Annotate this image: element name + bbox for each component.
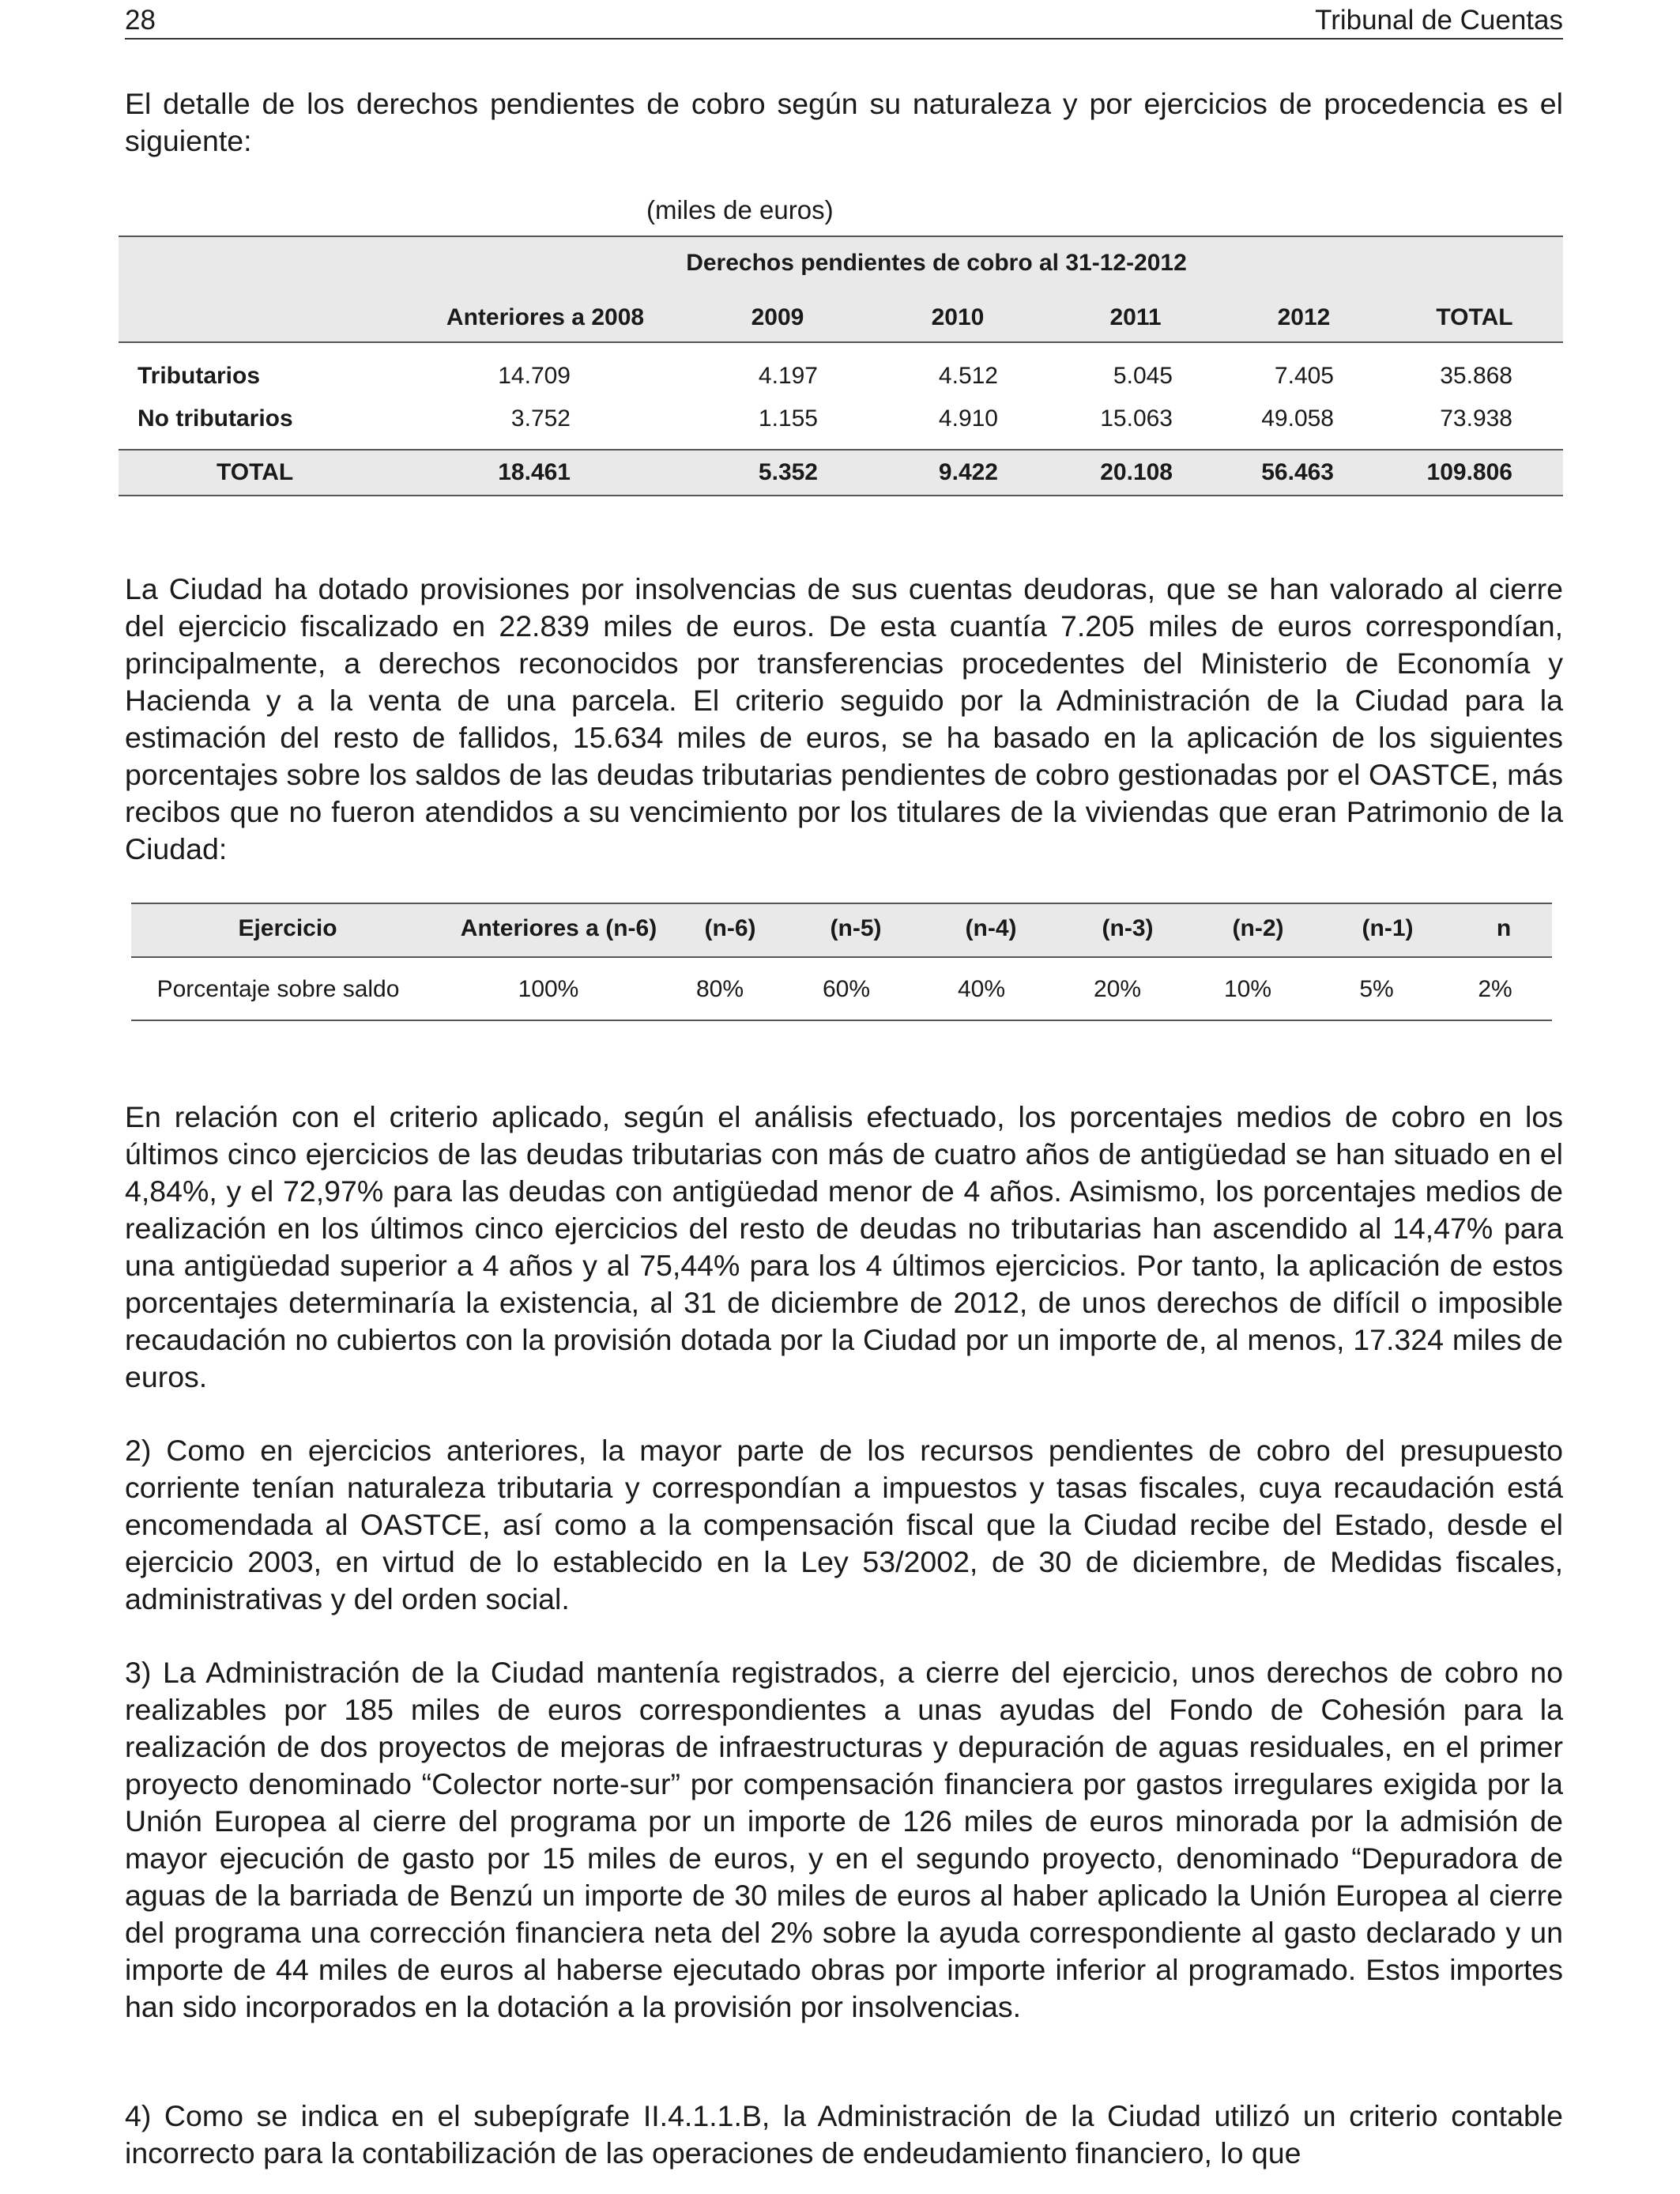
table1-total-label: TOTAL [217,459,294,485]
table1-col-header: 2009 [751,304,804,330]
table1-row-label: No tributarios [137,405,293,432]
table1-col-header: Anteriores a 2008 [446,304,645,330]
table1-cell: 7.405 [1274,363,1334,389]
table2-bottom-rule [131,1020,1552,1021]
item-2-paragraph: 2) Como en ejercicios anteriores, la mayor parte de los recursos pendientes de cobro del presupuesto corriente tenían naturaleza tributaria y correspondían a impuestos y tasas fiscales, cuya recaudación está encomendada al OASTCE, así como a la compensación fiscal que la Ciudad recibe del Estado, desde el ejercicio 2003, en virtud de lo establecido en la Ley 53/2002, de 30 de diciembre, de Medidas fiscales, administrativas y del orden social. [125,1434,1563,1615]
table1-total-cell: 5.352 [758,459,818,485]
percentage-table [131,903,1552,1023]
table1-cell: 35.868 [1440,363,1512,389]
table2-cell: 100% [518,976,579,1002]
table2-col-header: (n-5) [830,915,882,941]
receivables-table [119,236,1563,496]
page-header [125,3,1563,40]
table1-group-header: Derechos pendientes de cobro al 31-12-2012 [686,250,1187,276]
table2-col-header: (n-6) [704,915,756,941]
table1-unit: (miles de euros) [646,195,834,224]
table1-total-cell: 18.461 [498,459,571,485]
table2-cell: 40% [957,976,1006,1002]
table1-cell: 14.709 [498,363,571,389]
table2-cell: 2% [1478,976,1512,1002]
table1-cell: 73.938 [1440,405,1512,432]
table1-cell: 3.752 [510,405,571,432]
table2-col-header: (n-1) [1362,915,1414,941]
table2-cell: 20% [1093,976,1142,1002]
table1-col-header: 2010 [931,304,985,330]
item-4-paragraph: 4) Como se indica en el subepígrafe II.4.1.1.B, la Administración de la Ciudad utilizó un criterio contable incorrecto para la contabilización de las operaciones de endeudamiento financiero, lo que [125,2099,1563,2169]
table2-cell: 80% [695,976,744,1002]
table1-cell: 1.155 [758,405,818,432]
table1-col-header: 2012 [1277,304,1331,330]
table2-col-header: (n-2) [1232,915,1284,941]
table1-col-header: TOTAL [1436,304,1513,330]
intro-paragraph: El detalle de los derechos pendientes de cobro según su naturaleza y por ejercicios de procedencia es el siguiente: [125,87,1563,157]
table2-cell: 10% [1223,976,1272,1002]
provisions-paragraph: La Ciudad ha dotado provisiones por insolvencias de sus cuentas deudoras, que se han valorado al cierre del ejercicio fiscalizado en 22.839 miles de euros. De esta cuantía 7.205 miles de euros correspondían, principalmente, a derechos reconocidos por transferencias procedentes del Ministerio de Economía y Hacienda y a la venta de una parcela. El criterio seguido por la Administración de la Ciudad para la estimación del resto de fallidos, 15.634 miles de euros, se ha basado en la aplicación de los siguientes porcentajes sobre los saldos de las deudas tributarias pendientes de cobro gestionadas por el OASTCE, más recibos que no fueron atendidos a su vencimiento por los titulares de la viviendas que eran Patrimonio de la Ciudad: [125,572,1563,865]
table2-col-header: (n-3) [1102,915,1154,941]
table1-col-header: 2011 [1109,304,1162,330]
table2-col-header: Anteriores a (n-6) [460,915,657,941]
table2-col-header: Ejercicio [238,915,337,941]
table1-cell: 4.197 [758,363,818,389]
table1-column-header-row [119,291,1563,343]
table1-total-row-band [119,449,1563,496]
table1-cell: 49.058 [1261,405,1334,432]
criteria-analysis-paragraph: En relación con el criterio aplicado, según el análisis efectuado, los porcentajes medios de cobro en los últimos cinco ejercicios de las deudas tributarias con más de cuatro años de antigüedad se han situado en el 4,84%, y el 72,97% para las deudas con antigüedad menor de 4 años. Asimismo, los porcentajes medios de realización en los últimos cinco ejercicios del resto de deudas no tributarias han ascendido al 14,47% para una antigüedad superior a 4 años y al 75,44% para los 4 últimos ejercicios. Por tanto, la aplicación de estos porcentajes determinaría la existencia, al 31 de diciembre de 2012, de unos derechos de difícil o imposible recaudación no cubiertos con la provisión dotada por la Ciudad por un importe de, al menos, 17.324 miles de euros. [125,1100,1563,1393]
table1-total-cell: 20.108 [1100,459,1173,485]
page-number: 28 [125,5,156,36]
item-3-paragraph: 3) La Administración de la Ciudad mantenía registrados, a cierre del ejercicio, unos derechos de cobro no realizables por 185 miles de euros correspondientes a unas ayudas del Fondo de Cohesión para la realización de dos proyectos de mejoras de infraestructuras y depuración de aguas residuales, en el primer proyecto denominado “Colector norte-sur” por compensación financiera por gastos irregulares exigida por la Unión Europea al cierre del programa por un importe de 126 miles de euros minorada por la admisión de mayor ejecución de gasto por 15 miles de euros, y en el segundo proyecto, denominado “Depuradora de aguas de la barriada de Benzú un importe de 30 miles de euros al haber aplicado la Unión Europea al cierre del programa una corrección financiera neta del 2% sobre la ayuda correspondiente al gasto declarado y un importe de 44 miles de euros al haberse ejecutado obras por importe inferior al programado. Estos importes han sido incorporados en la dotación a la provisión por insolvencias. [125,1656,1563,2023]
table1-row-label: Tributarios [137,363,261,389]
table1-total-cell: 56.463 [1261,459,1334,485]
table2-cell: 60% [822,976,871,1002]
table2-cell: 5% [1359,976,1394,1002]
table2-col-header: n [1496,915,1512,941]
table2-row-label: Porcentaje sobre saldo [156,976,400,1002]
table1-cell: 4.512 [938,363,998,389]
table1-total-cell: 109.806 [1426,459,1512,485]
table2-col-header: (n-4) [965,915,1017,941]
table1-cell: 4.910 [938,405,998,432]
table1-cell: 15.063 [1100,405,1173,432]
table1-total-cell: 9.422 [938,459,998,485]
header-title: Tribunal de Cuentas [1315,5,1563,36]
table1-cell: 5.045 [1113,363,1173,389]
